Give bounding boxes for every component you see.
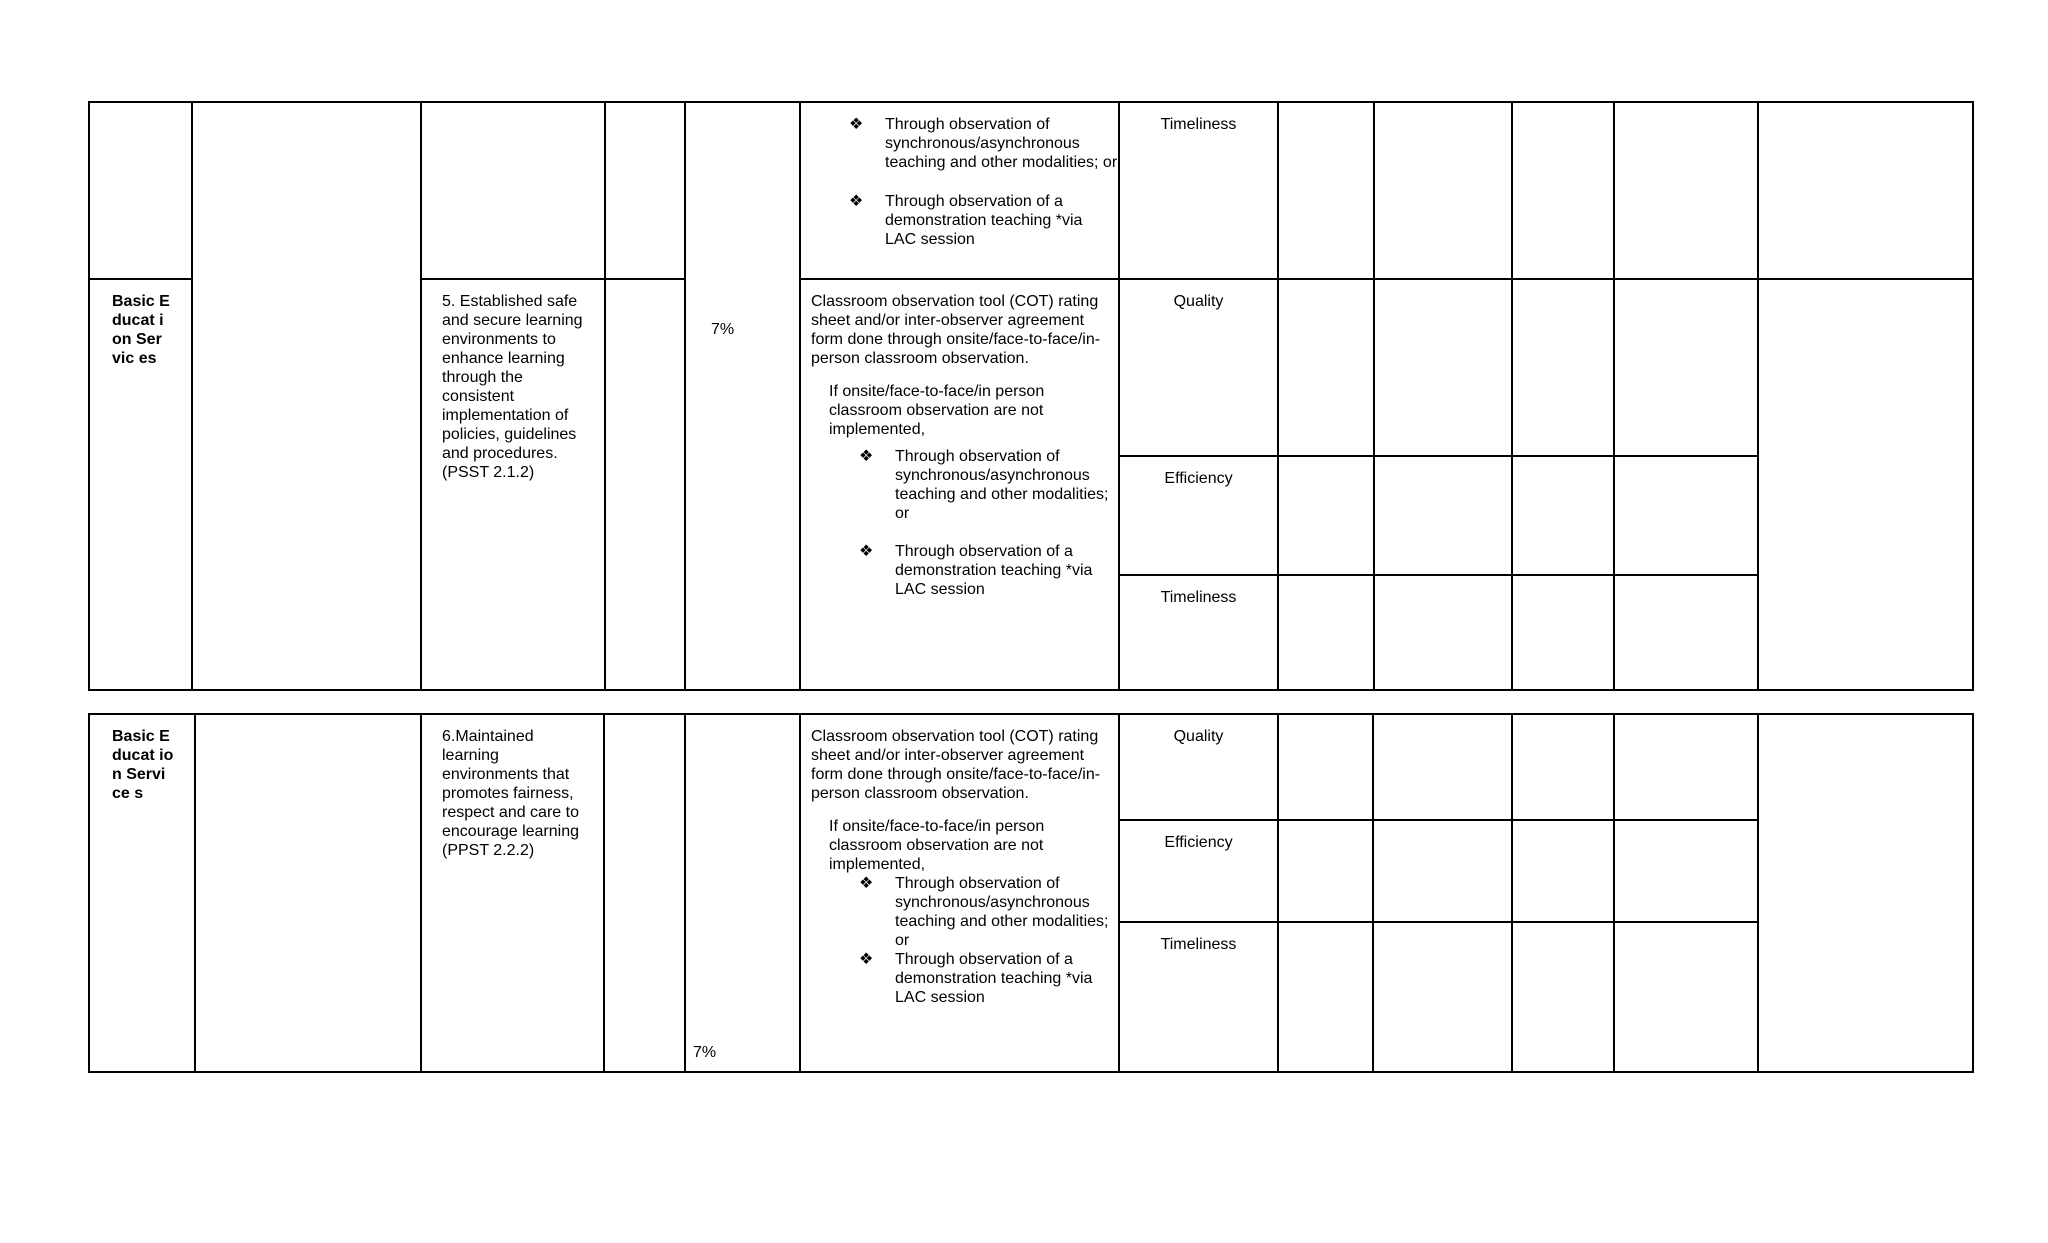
mov-bullet: ❖ Through observation of a demonstration teaching *via LAC session	[859, 543, 1093, 598]
rating-cell	[1373, 922, 1512, 1072]
kra-cell	[192, 102, 421, 690]
weight-cell	[685, 102, 800, 690]
dimension-timeliness: Timeliness	[1119, 102, 1278, 279]
mov-bullet: ❖ Through observation of synchronous/asynchronous teaching and other modalities; or	[859, 448, 1109, 522]
rating-cell	[1278, 456, 1374, 575]
remarks-cell	[1758, 279, 1973, 690]
mov-bullet: ❖ Through observation of a demonstration teaching *via LAC session	[859, 951, 1093, 1006]
remarks-cell	[1758, 102, 1973, 279]
diamond-bullet-icon: ❖	[859, 875, 874, 892]
mov-bullet: ❖ Through observation of a demonstration teaching *via LAC session	[849, 193, 1083, 248]
rating-cell	[1278, 714, 1373, 820]
rating-cell	[1374, 102, 1512, 279]
kra-table-part-2	[88, 713, 1974, 1073]
rating-cell	[1512, 714, 1614, 820]
dimension-timeliness: Timeliness	[1119, 922, 1278, 1072]
kra-cell	[195, 714, 421, 1072]
category-basic-education-services: Basic Educat ion Service s	[89, 714, 195, 1072]
timeline-cell-empty	[604, 714, 685, 1072]
rating-cell	[1373, 820, 1512, 922]
objective-5: 5. Established safe and secure learning environments to enhance learning through the consistent implementation of policies, guidelines and procedures. (PSST 2.1.2)	[421, 279, 605, 690]
rating-cell	[1614, 456, 1758, 575]
diamond-bullet-icon: ❖	[859, 951, 874, 968]
mov-cell-top	[800, 102, 1119, 279]
objective-cell-empty	[421, 102, 605, 279]
dimension-efficiency: Efficiency	[1119, 456, 1278, 575]
rating-cell	[1278, 922, 1373, 1072]
rating-cell	[1512, 575, 1614, 690]
rating-cell	[1278, 279, 1374, 456]
rating-cell	[1374, 456, 1512, 575]
weight-value: 7%	[711, 321, 735, 338]
mov-bullet: ❖ Through observation of synchronous/asynchronous teaching and other modalities; or	[849, 116, 1118, 171]
dimension-quality: Quality	[1119, 714, 1278, 820]
timeline-cell-empty	[605, 102, 685, 279]
rating-cell	[1614, 575, 1758, 690]
objective-6: 6.Maintained learning environments that promotes fairness, respect and care to encourage learning (PPST 2.2.2)	[421, 714, 604, 1072]
remarks-cell	[1758, 714, 1973, 1072]
weight-value: 7%	[693, 1044, 717, 1061]
rating-cell	[1512, 279, 1614, 456]
timeline-cell-empty	[605, 279, 685, 690]
rating-cell	[1512, 102, 1614, 279]
rating-cell	[1512, 922, 1614, 1072]
dimension-timeliness: Timeliness	[1119, 575, 1278, 690]
rating-cell	[1374, 575, 1512, 690]
diamond-bullet-icon: ❖	[849, 193, 864, 210]
mov-cell-main: Classroom observation tool (COT) rating sheet and/or inter-observer agreement form done through onsite/face-to-face/in-person classroom observation. If onsite/face-to-face/in person classroom observation are not implemented, ❖ Through observation of synchronous/asynchronous teaching and other modalities; or ❖ Through observation of a demonstration teaching *via LAC session	[800, 279, 1119, 690]
rating-cell	[1373, 714, 1512, 820]
dimension-efficiency: Efficiency	[1119, 820, 1278, 922]
rating-cell	[1614, 820, 1758, 922]
mov-bullet-list	[811, 447, 1110, 599]
mov-bullet-list	[801, 115, 1118, 249]
rating-cell	[1278, 102, 1374, 279]
kra-table-part-1	[88, 101, 1974, 691]
category-cell-empty	[89, 102, 192, 279]
category-basic-education-services: Basic Educat ion Servic es	[89, 279, 192, 690]
rating-cell	[1512, 820, 1614, 922]
rating-cell	[1512, 456, 1614, 575]
diamond-bullet-icon: ❖	[849, 116, 864, 133]
mov-bullet: ❖ Through observation of synchronous/asynchronous teaching and other modalities; or	[859, 875, 1109, 949]
mov-bullet-list	[811, 874, 1110, 1007]
weight-cell	[685, 714, 800, 1072]
mov-cell-main: Classroom observation tool (COT) rating sheet and/or inter-observer agreement form done through onsite/face-to-face/in-person classroom observation. If onsite/face-to-face/in person classroom observation are not implemented, ❖ Through observation of synchronous/asynchronous teaching and other modalities; or ❖ Through observation of a demonstration teaching *via LAC session	[800, 714, 1119, 1072]
rating-cell	[1278, 575, 1374, 690]
rating-cell	[1614, 102, 1758, 279]
diamond-bullet-icon: ❖	[859, 543, 874, 560]
rating-cell	[1614, 714, 1758, 820]
rating-cell	[1278, 820, 1373, 922]
rating-cell	[1614, 922, 1758, 1072]
rating-cell	[1374, 279, 1512, 456]
dimension-quality: Quality	[1119, 279, 1278, 456]
rating-cell	[1614, 279, 1758, 456]
diamond-bullet-icon: ❖	[859, 448, 874, 465]
